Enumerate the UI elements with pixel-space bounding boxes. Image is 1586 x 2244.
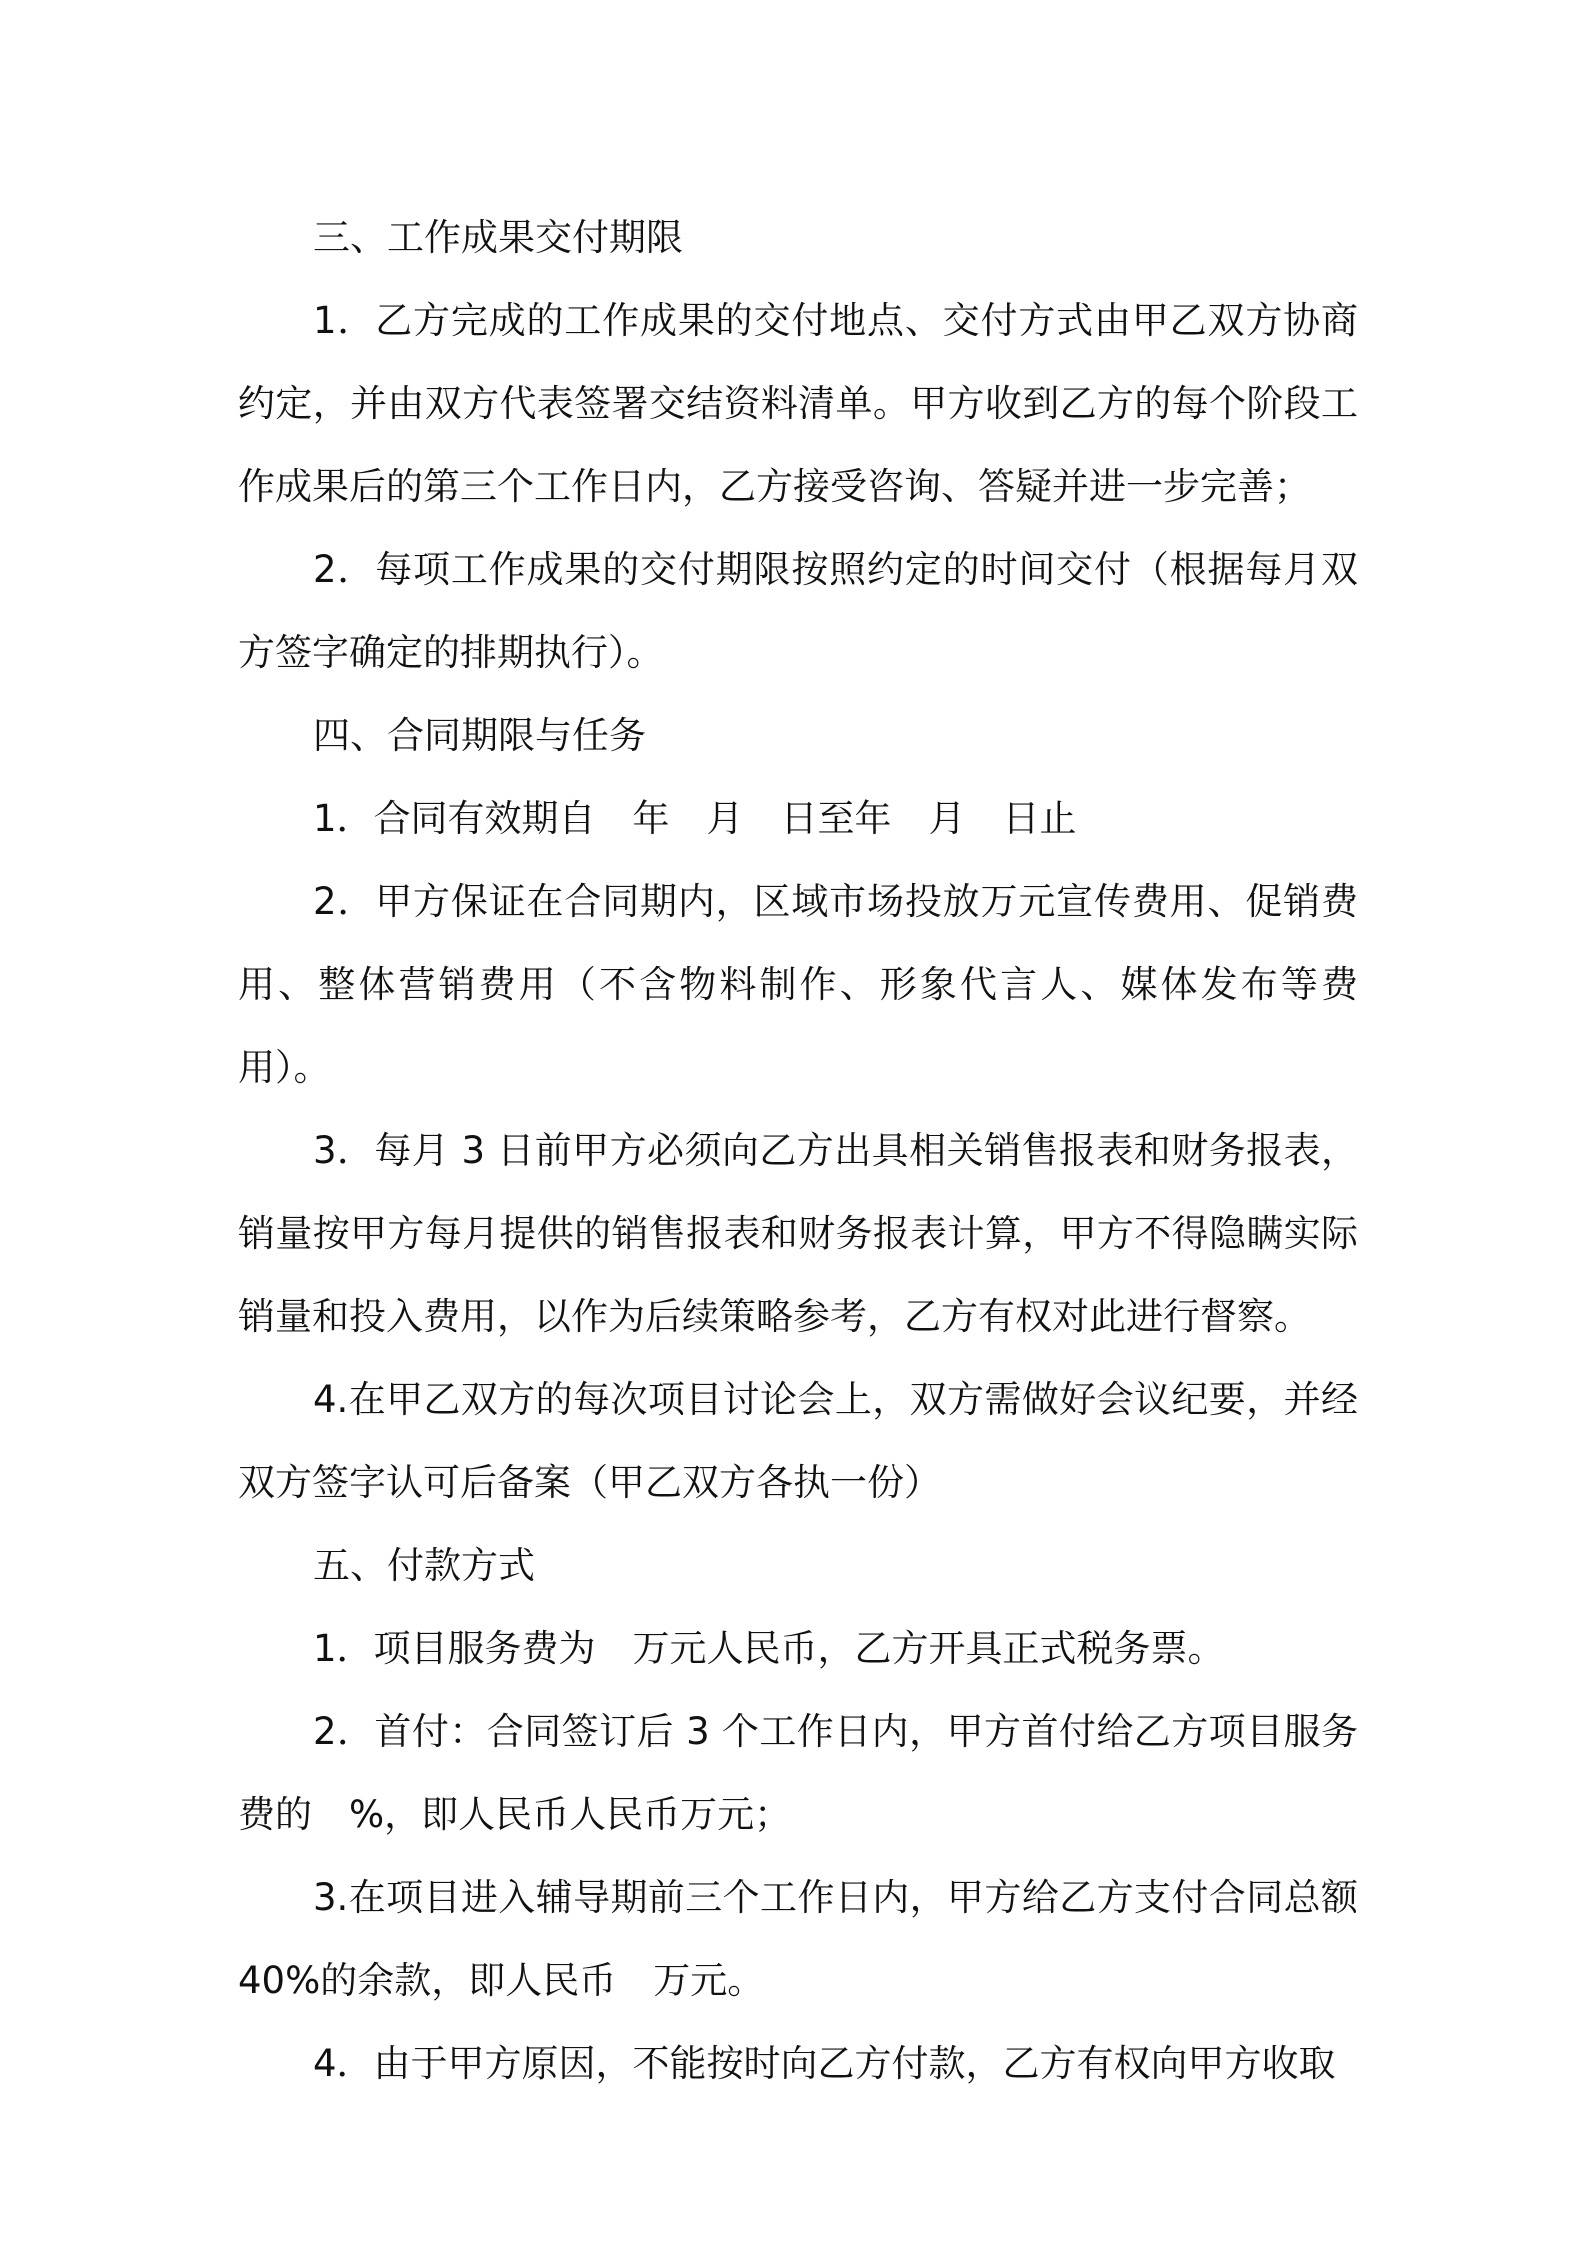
paragraph-meeting-minutes: 4.在甲乙双方的每次项目讨论会上，双方需做好会议纪要，并经双方签字认可后备案（甲乙双方各执一份）	[238, 1378, 1358, 1504]
section-heading-delivery-deadline: 三、工作成果交付期限	[313, 216, 683, 259]
paragraph-balance-payment: 3.在项目进入辅导期前三个工作日内，甲方给乙方支付合同总额40%的余款，即人民币 万元。	[238, 1876, 1358, 2002]
section-heading-contract-term: 四、合同期限与任务	[313, 714, 646, 757]
paragraph-delivery-schedule: 2．每项工作成果的交付期限按照约定的时间交付（根据每月双方签字确定的排期执行）。	[238, 548, 1358, 674]
paragraph-late-payment: 4．由于甲方原因，不能按时向乙方付款，乙方有权向甲方收取	[313, 2042, 1336, 2085]
document-body	[238, 196, 1358, 2105]
paragraph-marketing-budget: 2．甲方保证在合同期内，区域市场投放万元宣传费用、促销费用、整体营销费用（不含物料制作、形象代言人、媒体发布等费用）。	[238, 880, 1358, 1089]
paragraph-service-fee: 1．项目服务费为 万元人民币，乙方开具正式税务票。	[313, 1627, 1225, 1670]
paragraph-monthly-reports: 3．每月 3 日前甲方必须向乙方出具相关销售报表和财务报表，销量按甲方每月提供的销售报表和财务报表计算，甲方不得隐瞒实际销量和投入费用，以作为后续策略参考，乙方有权对此进行督察。	[238, 1129, 1358, 1338]
paragraph-delivery-location: 1．乙方完成的工作成果的交付地点、交付方式由甲乙双方协商约定，并由双方代表签署交结资料清单。甲方收到乙方的每个阶段工作成果后的第三个工作日内，乙方接受咨询、答疑并进一步完善；	[238, 299, 1358, 508]
section-heading-payment-method: 五、付款方式	[313, 1544, 535, 1587]
paragraph-first-payment: 2．首付：合同签订后 3 个工作日内，甲方首付给乙方项目服务费的 %，即人民币人民币万元；	[238, 1710, 1358, 1836]
paragraph-validity-period: 1．合同有效期自 年 月 日至年 月 日止	[313, 797, 1077, 840]
